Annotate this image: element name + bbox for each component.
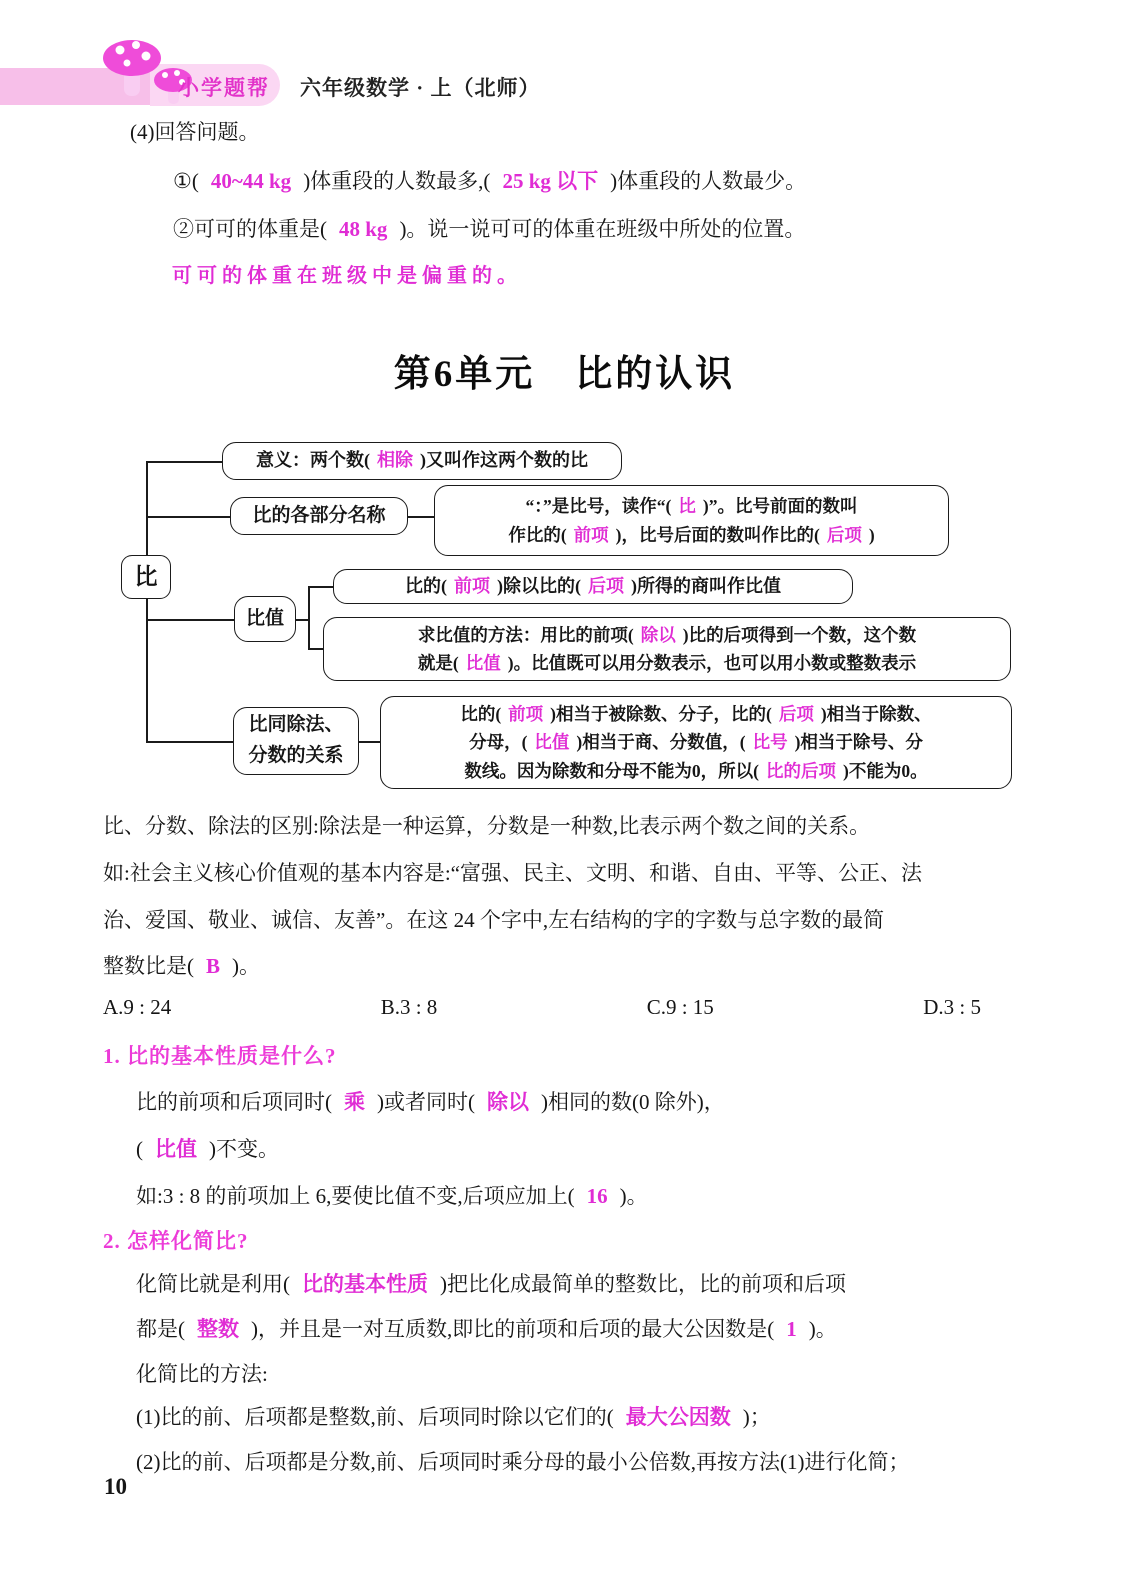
connector-branch1 [146, 461, 222, 463]
choices-row [103, 995, 981, 1020]
connector-b2-content [408, 516, 434, 518]
unit-title: 第6单元 比的认识 [393, 354, 736, 395]
node-meaning: 意义：两个数( 相除 )又叫作这两个数的比 [222, 442, 622, 480]
page-number: 10 [104, 1474, 127, 1499]
choice-c: C.9 : 15 [646, 995, 714, 1019]
edition-title: 六年级数学 · 上（北师） [300, 76, 541, 100]
q4-handwritten-answer: 可可的体重在班级中是偏重的。 [172, 265, 522, 287]
connector-branch2 [146, 516, 230, 518]
node-relation-label: 比同除法、 分数的关系 [233, 707, 359, 775]
choice-b: B.3 : 8 [380, 995, 438, 1019]
connector-b3-vert [308, 586, 310, 649]
node-ratio-value-def: 比的( 前项 )除以比的( 后项 )所得的商叫作比值 [333, 569, 853, 604]
choice-a: A.9 : 24 [103, 995, 172, 1019]
paragraph-line2: 如:社会主义核心价值观的基本内容是:“富强、民主、文明、和谐、自由、平等、公正、法 [103, 861, 922, 885]
node-ratio-value-label: 比值 [234, 596, 296, 642]
trunk-line [146, 461, 148, 742]
q4-title: (4)回答问题。 [130, 120, 260, 144]
connector-branch4 [146, 741, 233, 743]
section1-line2: ( 比值 )不变。 [136, 1137, 279, 1161]
section1-heading: 1. 比的基本性质是什么? [103, 1044, 337, 1068]
section2-line3: 化简比的方法: [136, 1362, 268, 1386]
paragraph-line3: 治、爱国、敬业、诚信、友善”。在这 24 个字中,左右结构的字的字数与总字数的最简 [103, 908, 885, 932]
connector-b3c1 [308, 586, 334, 588]
brand-title: 小学题帮 [178, 76, 270, 100]
node-relation-content: 比的( 前项 )相当于被除数、分子，比的( 后项 )相当于除数、 分母，( 比值 )相当于商、分数值，( 比号 )相当于除号、分 数线。因为除数和分母不能为0，所以( 比的后项 )不能为0。 [380, 696, 1012, 789]
connector-b3c2 [308, 648, 323, 650]
concept-map [112, 432, 1042, 800]
q4-line2: ②可可的体重是( 48 kg )。说一说可可的体重在班级中所处的位置。 [173, 217, 806, 241]
node-parts-label: 比的各部分名称 [230, 497, 408, 535]
node-ratio-value-method: 求比值的方法：用比的前项( 除以 )比的后项得到一个数，这个数 就是( 比值 )。比值既可以用分数表示，也可以用小数或整数表示 [323, 617, 1011, 681]
section2-line2: 都是( 整数 )，并且是一对互质数,即比的前项和后项的最大公因数是( 1 )。 [136, 1317, 837, 1341]
section1-line3: 如:3 : 8 的前项加上 6,要使比值不变,后项应加上( 16 )。 [136, 1184, 648, 1208]
paragraph-line1: 比、分数、除法的区别:除法是一种运算，分数是一种数,比表示两个数之间的关系。 [103, 814, 871, 838]
section2-line1: 化简比就是利用( 比的基本性质 )把比化成最简单的整数比，比的前项和后项 [136, 1272, 846, 1296]
paragraph-line4: 整数比是( B )。 [103, 954, 261, 978]
section2-heading: 2. 怎样化简比? [103, 1229, 249, 1253]
section1-line1: 比的前项和后项同时( 乘 )或者同时( 除以 )相同的数(0 除外)， [136, 1090, 725, 1114]
section2-line4: (1)比的前、后项都是整数,前、后项同时除以它们的( 最大公因数 )； [136, 1405, 771, 1429]
node-parts-content: “：”是比号，读作“( 比 )”。比号前面的数叫 作比的( 前项 )，比号后面的数叫作比的( 后项 ) [434, 485, 949, 556]
connector-b4-content [357, 741, 380, 743]
section2-line5: (2)比的前、后项都是分数,前、后项同时乘分母的最小公倍数,再按方法(1)进行化简； [136, 1450, 910, 1474]
q4-line1: ①( 40~44 kg )体重段的人数最多,( 25 kg 以下 )体重段的人数最少。 [173, 169, 807, 193]
connector-branch3 [146, 619, 234, 621]
choice-d: D.3 : 5 [923, 995, 981, 1019]
node-ratio: 比 [121, 555, 171, 599]
